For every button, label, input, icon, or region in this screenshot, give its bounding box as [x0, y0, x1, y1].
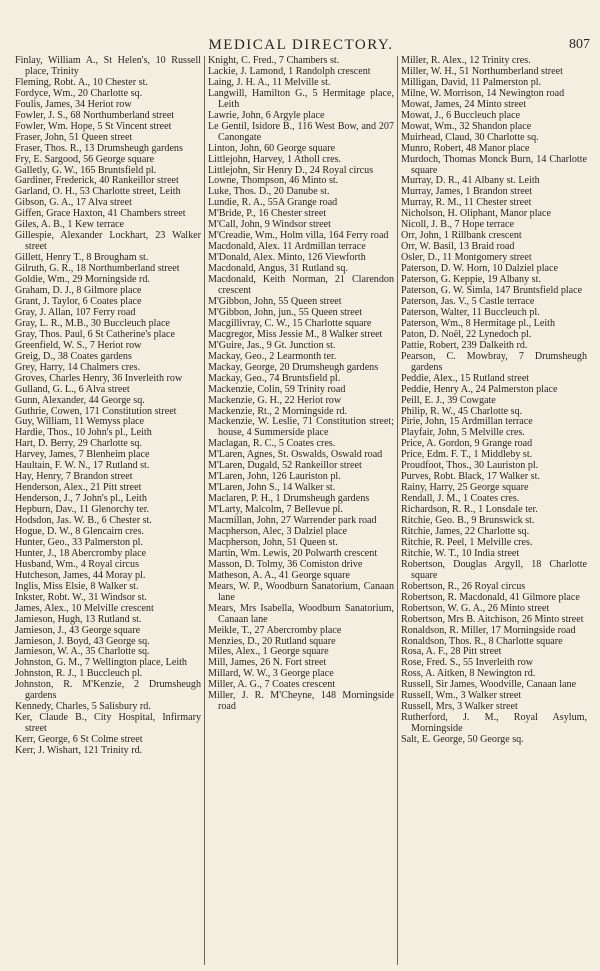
- directory-entry: Hogue, D. W., 8 Glencairn cres.: [15, 525, 144, 537]
- directory-entry: Milligan, David, 11 Palmerston pl.: [401, 76, 542, 88]
- directory-entry: Greig, D., 38 Coates gardens: [15, 350, 132, 362]
- directory-entry: Harvey, James, 7 Blenheim place: [15, 449, 150, 461]
- directory-entry: Ronaldson, R. Miller, 17 Morningside road: [401, 624, 576, 636]
- directory-entry: Gilruth, G. R., 18 Northumberland street: [15, 263, 180, 275]
- directory-entry: Hart, D. Berry, 29 Charlotte sq.: [15, 438, 142, 450]
- directory-entry: Grey, Harry, 14 Chalmers cres.: [15, 361, 141, 373]
- directory-entry: Robertson, R. Macdonald, 41 Gilmore place: [401, 591, 580, 603]
- directory-entry: Ritchie, Geo. B., 9 Brunswick st.: [401, 515, 535, 527]
- directory-entry: Peddie, Henry A., 24 Palmerston place: [401, 383, 558, 395]
- directory-entry: M'Laren, John, 126 Lauriston pl.: [208, 471, 341, 483]
- directory-entry: Henderson, J., 7 John's pl., Leith: [15, 493, 147, 505]
- directory-entry: Littlejohn, Sir Henry D., 24 Royal circus: [208, 164, 374, 176]
- directory-entry: Rainy, Harry, 25 George square: [401, 482, 529, 494]
- directory-entry: Garland, O. H., 53 Charlotte street, Leith: [15, 186, 181, 198]
- directory-entry: Graham, D. J., 8 Gilmore place: [15, 285, 142, 297]
- directory-entry: Mowat, James, 24 Minto street: [401, 98, 527, 110]
- directory-entry: Mackenzie, W. Leslie, 71 Constitution street; house, 4 Summerside place: [208, 416, 394, 439]
- directory-entry: Ker, Claude B., City Hospital, Infirmary street: [15, 712, 201, 735]
- directory-entry: Kennedy, Charles, 5 Salisbury rd.: [15, 701, 151, 713]
- directory-entry: Littlejohn, Harvey, 1 Atholl cres.: [208, 153, 342, 165]
- directory-entry: Hay, Henry, 7 Brandon street: [15, 471, 133, 483]
- directory-column-1: [12, 56, 204, 965]
- directory-entry: Masson, D. Tolmy, 36 Comiston drive: [208, 558, 363, 570]
- directory-entry: Hodsdon, Jas. W. B., 6 Chester st.: [15, 515, 152, 527]
- directory-entry: Fowler, J. S., 68 Northumberland street: [15, 109, 175, 121]
- directory-entry: Nicoll, J. B., 7 Hope terrace: [401, 219, 514, 231]
- directory-entry: Jamieson, J. Boyd, 43 George sq.: [15, 635, 150, 647]
- directory-entry: Price, A. Gordon, 9 Grange road: [401, 438, 533, 450]
- directory-entry: Fry, E. Sargood, 56 George square: [15, 153, 155, 165]
- directory-entry: Groves, Charles Henry, 36 Inverleith row: [15, 372, 183, 384]
- page-title: MEDICAL DIRECTORY.: [208, 37, 394, 53]
- directory-entry: M'Guire, Jas., 9 Gt. Junction st.: [208, 339, 336, 351]
- directory-entry: Russell, Wm., 3 Walker street: [401, 690, 522, 702]
- page-header: [12, 37, 590, 57]
- directory-entry: Macpherson, Alec, 3 Dalziel place: [208, 525, 348, 537]
- directory-entry: Purves, Robt. Black, 17 Walker st.: [401, 471, 540, 483]
- directory-entry: M'Gibbon, John, jun., 55 Queen street: [208, 306, 363, 318]
- directory-entry: Paterson, G. Keppie, 19 Albany st.: [401, 274, 541, 286]
- directory-entry: M'Gibbon, John, 55 Queen street: [208, 295, 342, 307]
- directory-entry: Linton, John, 60 George square: [208, 142, 336, 154]
- directory-entry: Luke, Thos. D., 20 Danube st.: [208, 186, 330, 198]
- directory-entry: Ritchie, James, 22 Charlotte sq.: [401, 525, 530, 537]
- directory-entry: Maclagan, R. C., 5 Coates cres.: [208, 438, 336, 450]
- directory-entry: Gillespie, Alexander Lockhart, 23 Walker street: [15, 230, 201, 253]
- directory-entry: Mears, W. P., Woodburn Sanatorium, Canaan lane: [208, 580, 394, 603]
- directory-entry: Inkster, Robt. W., 31 Windsor st.: [15, 591, 147, 603]
- directory-entry: Hunter, J., 18 Abercromby place: [15, 547, 147, 559]
- directory-entry: Fleming, Robt. A., 10 Chester st.: [15, 76, 148, 88]
- directory-entry: Ritchie, W. T., 10 India street: [401, 547, 520, 559]
- directory-entry: Maclaren, P. H., 1 Drumsheugh gardens: [208, 493, 370, 505]
- directory-entry: Matheson, A. A., 41 George square: [208, 569, 350, 581]
- directory-entry: Lackie, J. Lamond, 1 Randolph crescent: [208, 65, 371, 77]
- directory-entry: Macmillan, John, 27 Warrender park road: [208, 515, 377, 527]
- directory-entry: M'Larty, Malcolm, 7 Bellevue pl.: [208, 504, 343, 516]
- directory-entry: Laing, J. H. A., 11 Melville st.: [208, 76, 331, 88]
- directory-entry: Russell, Mrs, 3 Walker street: [401, 701, 518, 713]
- directory-entry: Haultain, F. W. N., 17 Rutland st.: [15, 460, 150, 472]
- directory-entry: Rendall, J. M., 1 Coates cres.: [401, 493, 520, 505]
- directory-entry: Greenfield, W. S., 7 Heriot row: [15, 339, 142, 351]
- directory-entry: Giffen, Grace Haxton, 41 Chambers street: [15, 208, 186, 220]
- directory-columns: [12, 56, 590, 965]
- directory-entry: Millard, W. W., 3 George place: [208, 668, 334, 680]
- directory-entry: Lowne, Thompson, 46 Minto st.: [208, 175, 339, 187]
- directory-entry: Gray, Thos. Paul, 6 St Catherine's place: [15, 328, 175, 340]
- directory-entry: Macgregor, Miss Jessie M., 8 Walker street: [208, 328, 383, 340]
- directory-entry: Grant, J. Taylor, 6 Coates place: [15, 295, 142, 307]
- directory-entry: Gray, L. R., M.B., 30 Buccleuch place: [15, 317, 170, 329]
- directory-entry: Gillett, Henry T., 8 Brougham st.: [15, 252, 149, 264]
- directory-entry: Macdonald, Keith Norman, 21 Clarendon crescent: [208, 274, 394, 297]
- directory-entry: Gibson, G. A., 17 Alva street: [15, 197, 132, 209]
- directory-entry: Inglis, Miss Elsie, 8 Walker st.: [15, 580, 139, 592]
- directory-entry: Henderson, Alex., 21 Pitt street: [15, 482, 142, 494]
- directory-entry: M'Laren, Dugald, 52 Rankeillor street: [208, 460, 362, 472]
- directory-entry: Paterson, Wm., 8 Hermitage pl., Leith: [401, 317, 555, 329]
- directory-entry: Munro, Robert, 48 Manor place: [401, 142, 530, 154]
- directory-entry: Paterson, D. W. Horn, 10 Dalziel place: [401, 263, 558, 275]
- directory-entry: Rose, Fred. S., 55 Inverleith row: [401, 657, 534, 669]
- directory-entry: Miles, Alex., 1 George square: [208, 646, 329, 658]
- directory-entry: Ronaldson, Thos. R., 8 Charlotte square: [401, 635, 563, 647]
- directory-entry: Hepburn, Dav., 11 Glenorchy ter.: [15, 504, 150, 516]
- directory-entry: Husband, Wm., 4 Royal circus: [15, 558, 140, 570]
- directory-entry: Macdonald, Alex. 11 Ardmillan terrace: [208, 241, 366, 253]
- directory-entry: Ross, A. Aitken, 8 Newington rd.: [401, 668, 536, 680]
- directory-entry: Philip, R. W., 45 Charlotte sq.: [401, 405, 523, 417]
- directory-entry: Pirie, John, 15 Ardmillan terrace: [401, 416, 533, 428]
- directory-entry: Miller, R. Alex., 12 Trinity cres.: [401, 56, 531, 66]
- directory-entry: Lundie, R. A., 55A Grange road: [208, 197, 338, 209]
- directory-entry: Orr, W. Basil, 13 Braid road: [401, 241, 515, 253]
- directory-entry: Mackenzie, G. H., 22 Heriot row: [208, 394, 342, 406]
- directory-entry: Richardson, R. R., 1 Lonsdale ter.: [401, 504, 538, 516]
- directory-entry: Knight, C. Fred., 7 Chambers st.: [208, 56, 340, 66]
- directory-entry: Mackenzie, Colin, 59 Trinity road: [208, 383, 346, 395]
- directory-entry: Murdoch, Thomas Monck Burn, 14 Charlotte square: [401, 153, 587, 176]
- directory-entry: Giles, A. B., 1 Kew terrace: [15, 219, 125, 231]
- directory-entry: Finlay, William A., St Helen's, 10 Russell place, Trinity: [15, 56, 201, 77]
- directory-entry: M'Laren, Agnes, St. Oswalds, Oswald road: [208, 449, 383, 461]
- directory-entry: Peddie, Alex., 15 Rutland street: [401, 372, 530, 384]
- directory-entry: Mowat, J., 6 Buccleuch place: [401, 109, 521, 121]
- directory-entry: Robertson, Mrs B. Aitchison, 26 Minto street: [401, 613, 584, 625]
- directory-entry: Foulis, James, 34 Heriot row: [15, 98, 132, 110]
- directory-entry: Milne, W. Morrison, 14 Newington road: [401, 87, 565, 99]
- directory-entry: Pattie, Robert, 239 Dalkeith rd.: [401, 339, 528, 351]
- directory-entry: Johnston, R. J., 1 Buccleuch pl.: [15, 668, 143, 680]
- directory-entry: M'Bride, P., 16 Chester street: [208, 208, 327, 220]
- directory-entry: Rosa, A. F., 28 Pitt street: [401, 646, 502, 658]
- page-number: 807: [569, 37, 590, 52]
- directory-entry: Robertson, R., 26 Royal circus: [401, 580, 526, 592]
- directory-entry: Lawrie, John, 6 Argyle place: [208, 109, 325, 121]
- directory-column-2: [204, 56, 397, 965]
- directory-entry: Hutcheson, James, 44 Moray pl.: [15, 569, 146, 581]
- directory-entry: Gardiner, Frederick, 40 Rankeillor street: [15, 175, 179, 187]
- directory-entry: Paton, D. Noël, 22 Lynedoch pl.: [401, 328, 532, 340]
- directory-entry: Nicholson, H. Oliphant, Manor place: [401, 208, 551, 220]
- directory-entry: Fraser, Thos. R., 13 Drumsheugh gardens: [15, 142, 183, 154]
- directory-entry: Ritchie, R. Peel, 1 Melville cres.: [401, 536, 533, 548]
- directory-entry: Meikle, T., 27 Abercromby place: [208, 624, 342, 636]
- directory-entry: Fordyce, Wm., 20 Charlotte sq.: [15, 87, 143, 99]
- directory-entry: Orr, John, 1 Rillbank crescent: [401, 230, 522, 242]
- directory-entry: Mackay, Geo., 2 Learmonth ter.: [208, 350, 337, 362]
- directory-entry: Paterson, Jas. V., 5 Castle terrace: [401, 295, 535, 307]
- directory-entry: Gray, J. Allan, 107 Ferry road: [15, 306, 136, 318]
- directory-entry: Muirhead, Claud, 30 Charlotte sq.: [401, 131, 539, 143]
- directory-entry: M'Call, John, 9 Windsor street: [208, 219, 331, 231]
- directory-entry: Mears, Mrs Isabella, Woodburn Sanatorium, Canaan lane: [208, 602, 394, 625]
- directory-entry: Kerr, George, 6 St Colme street: [15, 734, 143, 746]
- directory-entry: Fraser, John, 51 Queen street: [15, 131, 133, 143]
- directory-entry: Robertson, Douglas Argyll, 18 Charlotte square: [401, 558, 587, 581]
- directory-entry: Johnston, G. M., 7 Wellington place, Leith: [15, 657, 187, 669]
- directory-entry: M'Laren, John S., 14 Walker st.: [208, 482, 336, 494]
- directory-entry: Proudfoot, Thos., 30 Lauriston pl.: [401, 460, 539, 472]
- directory-entry: Miller, A. G., 7 Coates crescent: [208, 679, 336, 691]
- directory-column-3: [397, 56, 590, 965]
- directory-entry: Peill, E. J., 39 Cowgate: [401, 394, 496, 406]
- directory-entry: M'Creadie, Wm., Holm villa, 164 Ferry road: [208, 230, 389, 242]
- directory-entry: Kerr, J. Wishart, 121 Trinity rd.: [15, 745, 143, 757]
- directory-entry: Hunter, Geo., 33 Palmerston pl.: [15, 536, 143, 548]
- directory-entry: Hardie, Thos., 10 John's pl., Leith: [15, 427, 152, 439]
- directory-entry: Robertson, W. G. A., 26 Minto street: [401, 602, 550, 614]
- directory-entry: James, Alex., 10 Melville crescent: [15, 602, 154, 614]
- directory-entry: Pearson, C. Mowbray, 7 Drumsheugh gardens: [401, 350, 587, 373]
- directory-entry: Murray, D. R., 41 Albany st. Leith: [401, 175, 540, 187]
- directory-entry: Rutherford, J. M., Royal Asylum, Morningside: [401, 712, 587, 735]
- directory-entry: Mill, James, 26 N. Fort street: [208, 657, 327, 669]
- directory-entry: Gunn, Alexander, 44 George sq.: [15, 394, 145, 406]
- directory-entry: Mackay, George, 20 Drumsheugh gardens: [208, 361, 379, 373]
- directory-entry: Johnston, R. M'Kenzie, 2 Drumsheugh gardens: [15, 679, 201, 702]
- directory-entry: Paterson, G. W. Simla, 147 Bruntsfield place: [401, 285, 583, 297]
- directory-entry: Le Gentil, Isidore B., 116 West Bow, and 207 Canongate: [208, 120, 394, 143]
- directory-entry: Mackay, Geo., 74 Bruntsfield pl.: [208, 372, 341, 384]
- directory-entry: Guthrie, Cowen, 171 Constitution street: [15, 405, 177, 417]
- directory-entry: Russell, Sir James, Woodville, Canaan lane: [401, 679, 577, 691]
- directory-entry: Jamieson, J., 43 George square: [15, 624, 141, 636]
- directory-entry: Osler, D., 11 Montgomery street: [401, 252, 532, 264]
- directory-entry: Murray, R. M., 11 Chester street: [401, 197, 532, 209]
- directory-entry: M'Donald, Alex. Minto, 126 Viewforth: [208, 252, 366, 264]
- directory-entry: Macgillivray, C. W., 15 Charlotte square: [208, 317, 372, 329]
- directory-entry: Playfair, John, 5 Melville cres.: [401, 427, 525, 439]
- directory-entry: Goldie, Wm., 29 Morningside rd.: [15, 274, 150, 286]
- directory-entry: Miller, J. R. M'Cheyne, 148 Morningside road: [208, 690, 394, 713]
- directory-entry: Paterson, Walter, 11 Buccleuch pl.: [401, 306, 540, 318]
- directory-entry: Galletly, G. W., 165 Bruntsfield pl.: [15, 164, 157, 176]
- directory-entry: Martin, Wm. Lewis, 20 Polwarth crescent: [208, 547, 378, 559]
- directory-entry: Fowler, Wm. Hope, 5 St Vincent street: [15, 120, 172, 132]
- directory-entry: Mackenzie, Rt., 2 Morningside rd.: [208, 405, 348, 417]
- directory-entry: Langwill, Hamilton G., 5 Hermitage place, Leith: [208, 87, 394, 110]
- directory-entry: Jamieson, W. A., 35 Charlotte sq.: [15, 646, 150, 658]
- directory-entry: Macdonald, Angus, 31 Rutland sq.: [208, 263, 348, 275]
- directory-entry: Price, Edm. F. T., 1 Middleby st.: [401, 449, 533, 461]
- directory-entry: Mowat, Wm., 32 Shandon place: [401, 120, 532, 132]
- directory-entry: Gulland, G. L., 6 Alva street: [15, 383, 130, 395]
- directory-entry: Miller, W. H., 51 Northumberland street: [401, 65, 563, 77]
- directory-entry: Jamieson, Hugh, 13 Rutland st.: [15, 613, 142, 625]
- directory-entry: Salt, E. George, 50 George sq.: [401, 734, 524, 746]
- directory-entry: Guy, William, 11 Wemyss place: [15, 416, 145, 428]
- directory-entry: Macpherson, John, 51 Queen st.: [208, 536, 338, 548]
- directory-entry: Menzies, D., 20 Rutland square: [208, 635, 336, 647]
- directory-entry: Murray, James, 1 Brandon street: [401, 186, 533, 198]
